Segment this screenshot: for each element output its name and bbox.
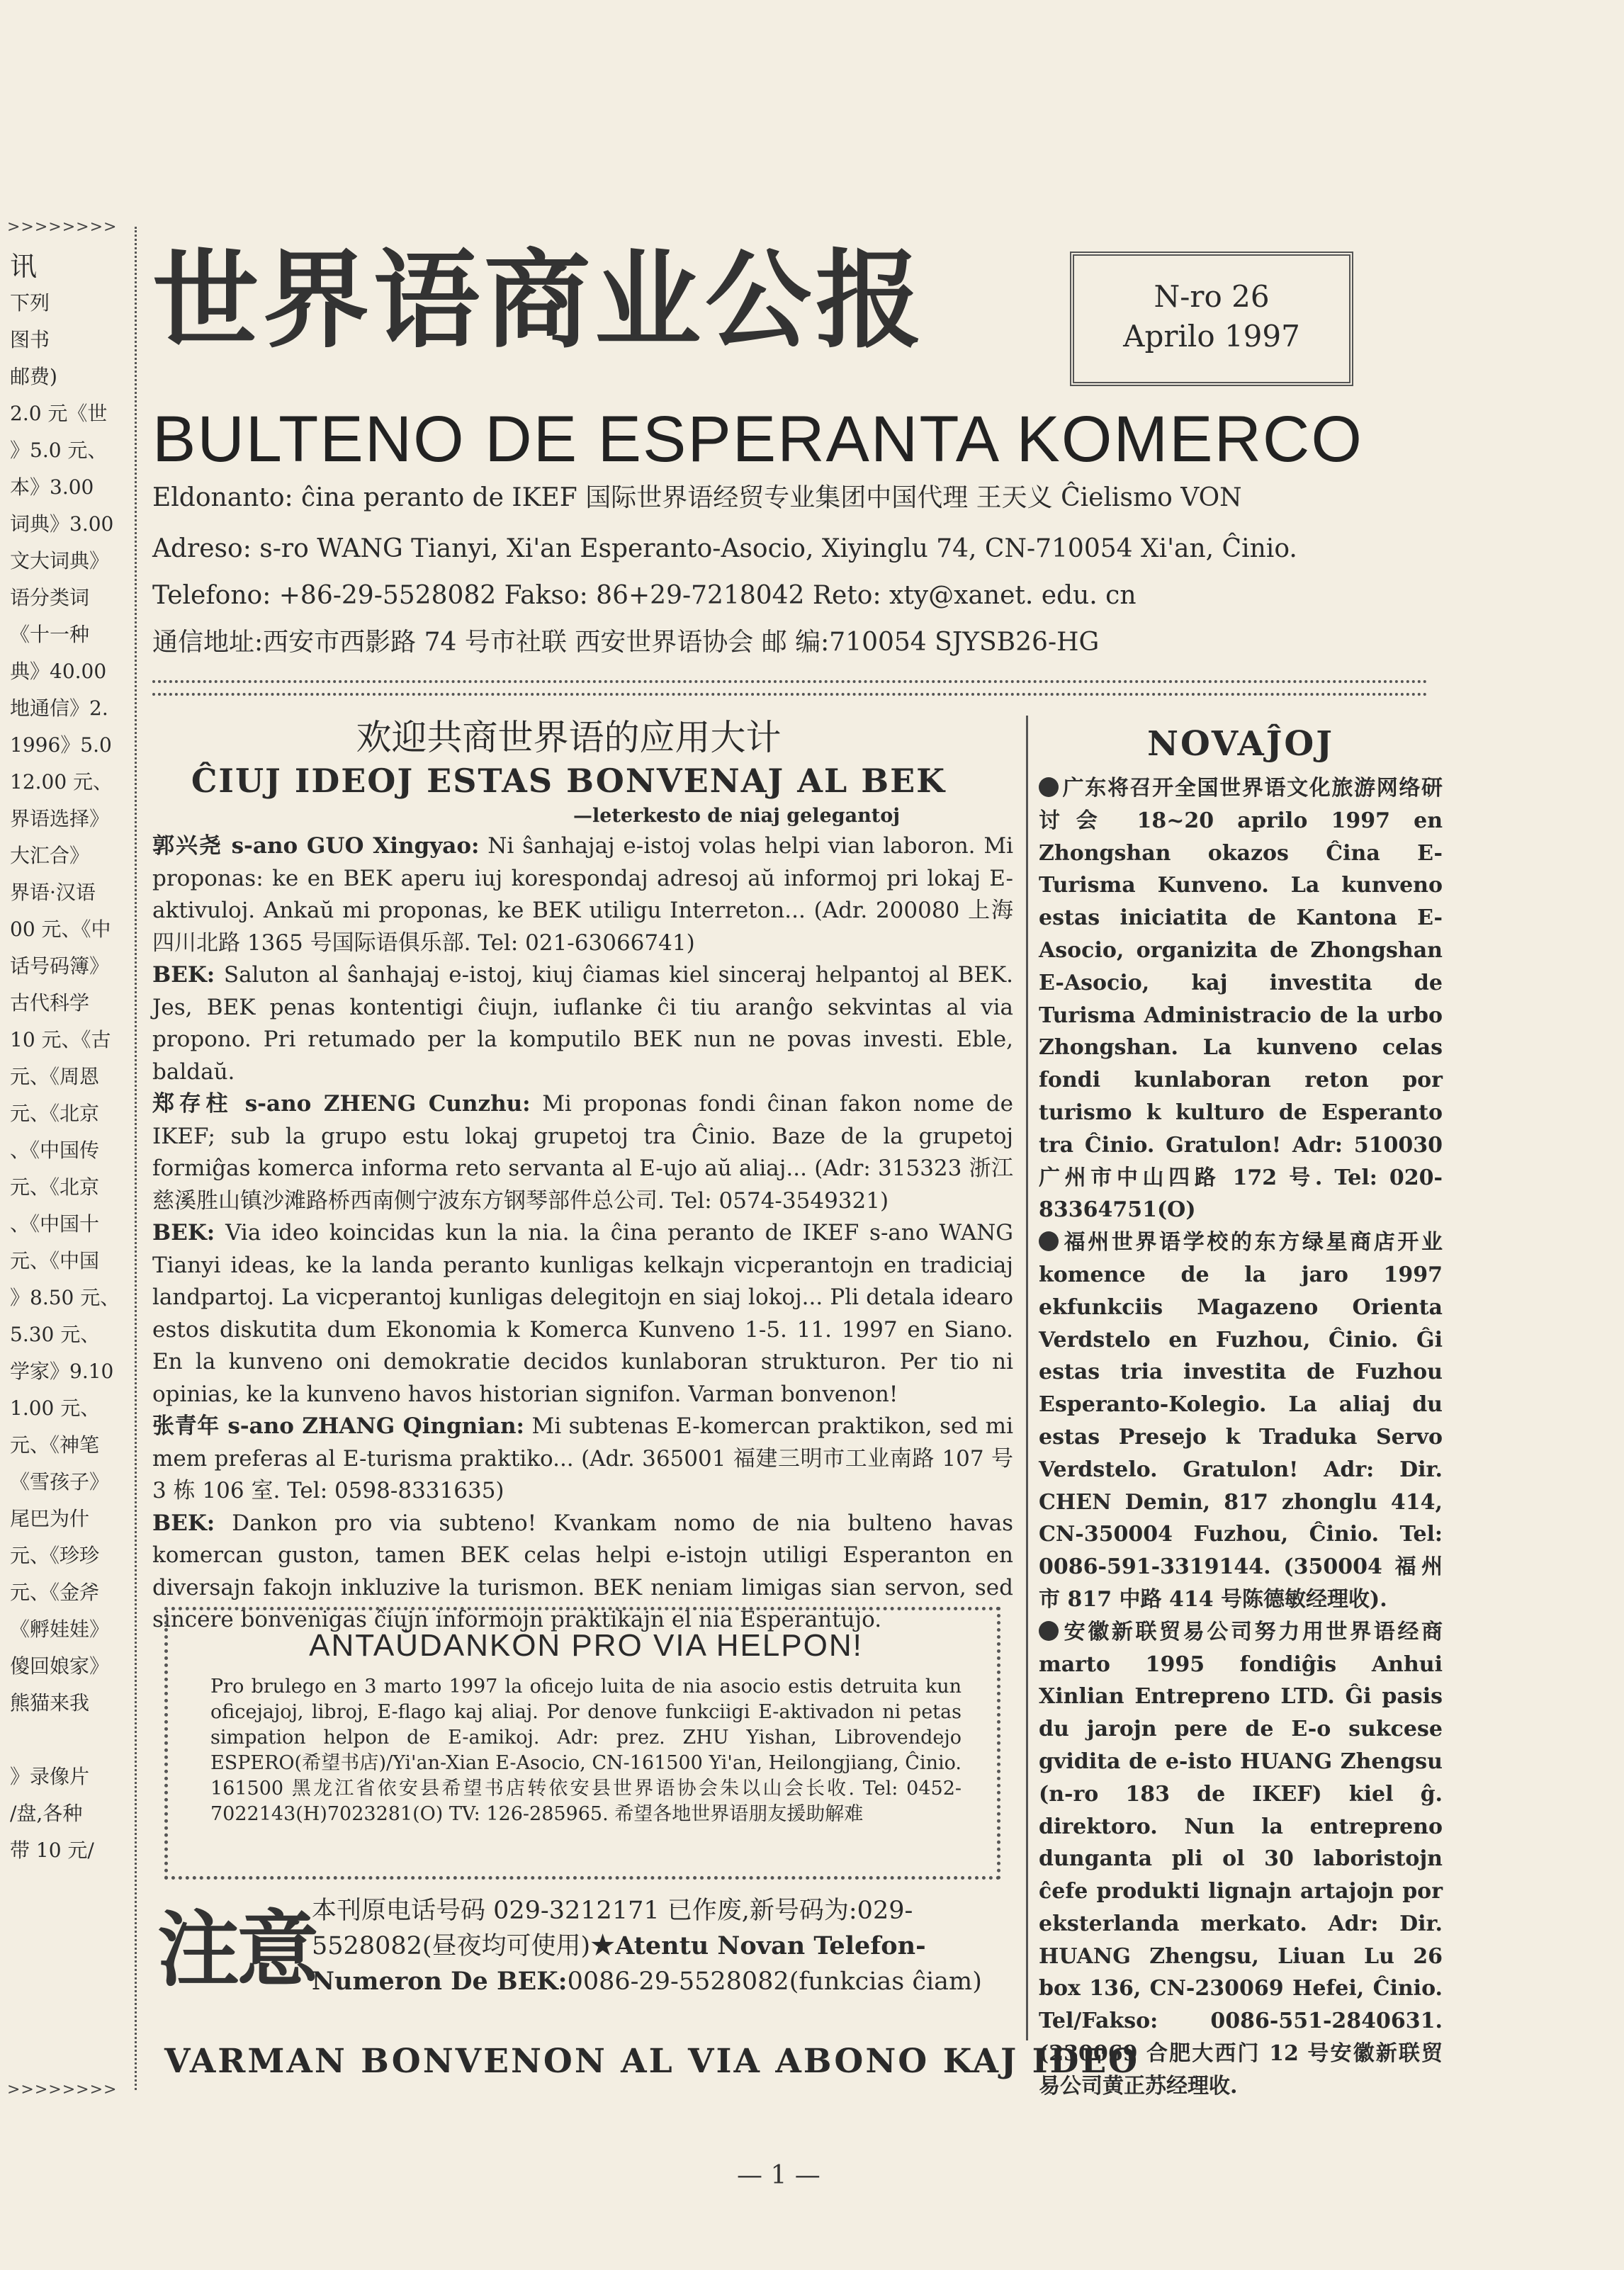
issue-box xyxy=(1070,252,1353,386)
issue-date: Aprilo 1997 xyxy=(1123,319,1300,354)
left-column-line: 《十一种 xyxy=(10,623,90,646)
left-column-line: 语分类词 xyxy=(10,586,90,609)
article-body xyxy=(152,830,1013,1637)
left-column-line: 1996》5.0 xyxy=(10,733,112,757)
left-column-line: 古代科学 xyxy=(10,991,90,1015)
bullet-icon xyxy=(1039,1231,1059,1251)
left-column-line: 12.00 元、 xyxy=(10,770,113,794)
left-column-line: 傻回娘家》 xyxy=(10,1654,110,1678)
left-column-line: 讯 xyxy=(10,251,38,282)
issue-number: N-ro 26 xyxy=(1154,279,1270,314)
article-paragraph: 张青年 s-ano ZHANG Qingnian: Mi subtenas E-komercan praktikon, sed mi mem preferas al E-turisma praktiko... (Adr. 365001 福建三明市工业南路 107 号 3 栋 106 室. Tel: 0598-8331635) xyxy=(152,1413,1013,1503)
left-column-line: 尾巴为什 xyxy=(10,1507,90,1530)
left-column-line: /盘,各种 xyxy=(10,1802,83,1825)
left-column-line: 本》3.00 xyxy=(10,475,94,499)
left-column-line: 地通信》2. xyxy=(10,696,108,720)
notice-mark: 注意 xyxy=(157,1902,316,1998)
column-divider xyxy=(1026,716,1028,2040)
chevron-border-bottom: >>>>>>>> xyxy=(7,2081,118,2099)
left-column-line: 《孵娃娃》 xyxy=(10,1617,110,1641)
left-column-line xyxy=(10,1722,130,1758)
left-column-line: 界语·汉语 xyxy=(10,881,96,904)
left-column-line: 、《中国传 xyxy=(10,1139,100,1162)
chevron-border-top: >>>>>>>> xyxy=(7,218,118,236)
subscription-slogan: VARMAN BONVENON AL VIA ABONO KAJ IDEO xyxy=(164,2042,1140,2081)
news-item: 福州世界语学校的东方绿星商店开业 komence de la jaro 1997 ekfunkciis Magazeno Orienta Verdstelo en Fuzhou, Ĉinio. Ĝi estas tria investita de Fuzhou Esperanto-Kolegio. La aliaj du estas Presejo k Traduka Servo Verdstelo. Gratulon! Adr: Dir. CHEN Demin, 817 zhonglu 414, CN-350004 Fuzhou, Ĉinio. Tel: 0086-591-3319144. (350004 福州市 817 中路 414 号陈德敏经理收). xyxy=(1039,1230,1443,1612)
article-subhead: —leterkesto de niaj gelegantoj xyxy=(573,805,900,827)
left-column-line: 2.0 元《世 xyxy=(10,402,108,425)
left-column-line: 》5.0 元、 xyxy=(10,439,108,462)
article-headline-esperanto: ĈIUJ IDEOJ ESTAS BONVENAJ AL BEK xyxy=(191,762,947,800)
left-column-line: 典》40.00 xyxy=(10,660,107,683)
masthead-title-esperanto: BULTENO DE ESPERANTA KOMERCO xyxy=(152,403,1363,475)
left-column-line: 元、《神笔 xyxy=(10,1433,100,1457)
left-column-line: 文大词典》 xyxy=(10,549,110,572)
left-column-line: 元、《周恩 xyxy=(10,1065,100,1088)
left-column-line: 元、《中国 xyxy=(10,1249,100,1272)
left-column-line: 元、《北京 xyxy=(10,1102,100,1125)
left-column-line: 5.30 元、 xyxy=(10,1323,101,1346)
page-number: — 1 — xyxy=(737,2161,821,2190)
article-paragraph: BEK: Via ideo koincidas kun la nia. la ĉina peranto de IKEF s-ano WANG Tianyi ideas, ke la landa peranto kunligas kelkajn vicperantojn en tradiciaj landpartoj. La vicperantoj kunligas delegitojn en siaj lokoj... Pli detala idearo estos diskutita dum Ekonomia k Komerca Kunveno 1-5. 11. 1997 en Siano. En la kunveno oni demokratie decidos kunlaboran strukturon. Per tio ni opinias, ke la kunveno havos historian signifon. Varman bonvenon! xyxy=(152,1220,1013,1407)
left-column-line: 带 10 元/ xyxy=(10,1839,94,1862)
left-column-line: 下列 xyxy=(10,291,50,315)
thanks-body: Pro brulego en 3 marto 1997 la oficejo luita de nia asocio estis detruita kun oficejajoj, libroj, E-flago kaj aliaj. Por denove funkciigi E-aktivadon ni petas simpation helpon de E-amikoj. Adr: prez. ZHU Yishan, Librovendejo ESPERO(希望书店)/Yi'an-Xian E-Asocio, CN-161500 Yi'an, Heilongjiang, Ĉinio. 161500 黑龙江省依安县希望书店转依安县世界语协会朱以山会长收. Tel: 0452-7022143(H)7023281(O) TV: 126-285965. 希望各地世界语朋友援助解难 xyxy=(210,1676,962,1825)
left-clipped-column xyxy=(0,218,137,2099)
left-column-line: 》录像片 xyxy=(10,1765,90,1788)
left-column-line: 00 元、《中 xyxy=(10,917,111,941)
article-paragraph: BEK: Saluton al ŝanhajaj e-istoj, kiuj ĉiamas kiel sinceraj helpantoj al BEK. Jes, BEK penas kontentigi ĉiujn, iuflanke ĉi tiu aranĝo sekvintas al via propono. Pri retumado per la komputilo BEK nun ne povas investi. Eble, baldaŭ. xyxy=(152,962,1013,1085)
news-body xyxy=(1039,772,1443,2103)
news-column xyxy=(1039,716,1443,2103)
left-column-line: 元、《北京 xyxy=(10,1175,100,1199)
left-column-line: 界语选择》 xyxy=(10,807,110,830)
article-paragraph: 郭兴尧 s-ano GUO Xingyao: Ni ŝanhajaj e-istoj volas helpi vian laboron. Mi proponas: ke en BEK aperu iuj korespondaj adresoj aŭ informoj pri lokaj E-aktivuloj. Ankaŭ mi proponas, ke BEK utiligu Interreton... (Adr. 200080 上海四川北路 1365 号国际语俱乐部. Tel: 021-63066741) xyxy=(152,833,1013,956)
left-column-line: 、《中国十 xyxy=(10,1212,100,1236)
contact-line: Telefono: +86-29-5528082 Fakso: 86+29-7218042 Reto: xty@xanet. edu. cn xyxy=(152,581,1137,610)
article-paragraph: BEK: Dankon pro via subteno! Kvankam nomo de nia bulteno havas komercan guston, tamen BEK celas helpi e-istojn utiligi Esperanton en diversajn fakojn inkluzive la turismon. BEK neniam limigas sian servon, sed sincere bonvenigas ĉiujn informojn praktikajn el nia Esperantujo. xyxy=(152,1510,1013,1632)
news-item: 安徽新联贸易公司努力用世界语经商 marto 1995 fondiĝis Anhui Xinlian Entrepreno LTD. Ĝi pasis du jarojn pere de E-o sukcese gvidita de e-isto HUANG Zhengsu (n-ro 183 de IKEF) kiel ĝ. direktoro. Nun la entrepreno dunganta pli ol 30 laboristojn ĉefe produkti lignajn artajojn por eksterlanda merkato. Adr: Dir. HUANG Zhengsu, Liuan Lu 26 box 136, CN-230069 Hefei, Ĉinio. Tel/Fakso: 0086-551-2840631. (230069 合肥大西门 12 号安徽新联贸易公司黄正苏经理收. xyxy=(1039,1619,1443,2099)
publisher-line: Eldonanto: ĉina peranto de IKEF 国际世界语经贸专业集团中国代理 王天义 Ĉielismo VON xyxy=(152,483,1242,512)
left-column-line: 大汇合》 xyxy=(10,844,90,867)
left-column-line: 邮费) xyxy=(10,365,57,388)
article-headline-chinese: 欢迎共商世界语的应用大计 xyxy=(356,717,782,758)
left-column-line: 词典》3.00 xyxy=(10,512,114,536)
left-column-line: 话号码簿》 xyxy=(10,954,110,978)
bullet-icon xyxy=(1039,777,1059,797)
thanks-box xyxy=(164,1607,1000,1880)
news-title: NOVAĴOJ xyxy=(1147,724,1334,764)
bullet-icon xyxy=(1039,1621,1059,1641)
left-column-line: 学家》9.10 xyxy=(10,1360,114,1383)
left-column-line: 图书 xyxy=(10,328,50,351)
thanks-title: ANTAŬDANKON PRO VIA HELPON! xyxy=(309,1628,863,1663)
masthead-divider xyxy=(152,680,1428,696)
left-column-line: 熊猫来我 xyxy=(10,1691,90,1715)
left-column-text xyxy=(10,248,130,1869)
left-column-line: 元、《珍珍 xyxy=(10,1544,100,1567)
left-column-line: 》8.50 元、 xyxy=(10,1286,120,1309)
news-item: 广东将召开全国世界语文化旅游网络研讨会 18~20 aprilo 1997 en Zhongshan okazos Ĉina E-Turisma Kunveno. La kunveno estas iniciatita de Kantona E-Asocio, organizita de Zhongshan E-Asocio, kaj investita de Turisma Administracio de la urbo Zhongshan. La kunveno celas fondi kunlaboran reton por turismo k kulturo de Esperanto tra Ĉinio. Gratulon! Adr: 510030 广州市中山四路 172 号. Tel: 020-83364751(O) xyxy=(1039,776,1443,1223)
left-column-line: 元、《金斧 xyxy=(10,1581,100,1604)
main-article xyxy=(152,716,1013,1637)
article-paragraph: 郑存柱 s-ano ZHENG Cunzhu: Mi proponas fondi ĉinan fakon nome de IKEF; sub la grupo estu lokaj grupetoj tra Ĉinio. Baze de la grupetoj formiĝas komerca informa reto servanta al E-ujo aŭ aliaj... (Adr: 315323 浙江慈溪胜山镇沙滩路桥西南侧宁波东方钢琴部件总公司. Tel: 0574-3549321) xyxy=(152,1091,1014,1214)
notice-text: 本刊原电话号码 029-3212171 已作废,新号码为:029-5528082(昼夜均可使用)★Atentu Novan Telefon-Numeron De BEK:0086-29-5528082(funkcias ĉiam) xyxy=(312,1897,982,1996)
postal-address-line: 通信地址:西安市西影路 74 号市社联 西安世界语协会 邮 编:710054 SJYSB26-HG xyxy=(152,628,1100,657)
left-column-line: 10 元、《古 xyxy=(10,1028,111,1051)
left-column-line: 1.00 元、 xyxy=(10,1396,101,1420)
left-column-line: 《雪孩子》 xyxy=(10,1470,110,1493)
address-line: Adreso: s-ro WANG Tianyi, Xi'an Esperanto-Asocio, Xiyinglu 74, CN-710054 Xi'an, Ĉinio. xyxy=(152,534,1297,563)
masthead-title-chinese: 世界语商业公报 xyxy=(152,239,927,363)
